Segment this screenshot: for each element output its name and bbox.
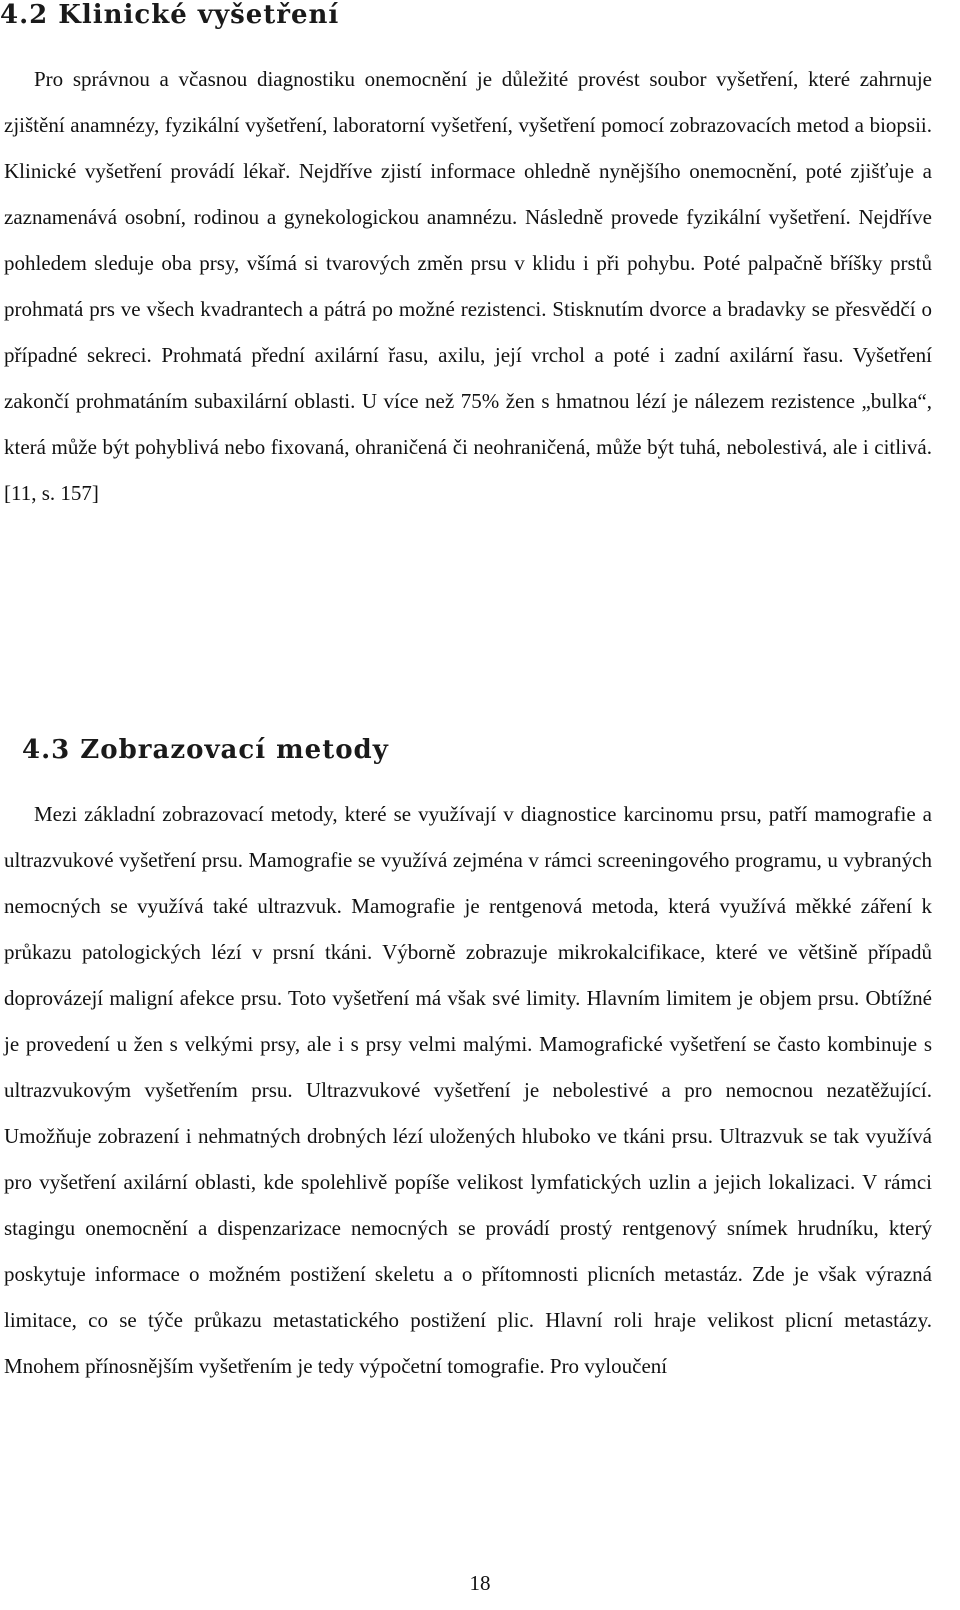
paragraph-clinical-examination: Pro správnou a včasnou diagnostiku onemocnění je důležité provést soubor vyšetření, které zahrnuje zjištění anamnézy, fyzikální vyšetření, laboratorní vyšetření, vyšetření pomocí zobrazovacích metod a biopsii. Klinické vyšetření provádí lékař. Nejdříve zjistí informace ohledně nynějšího onemocnění, poté zjišťuje a zaznamenává osobní, rodinou a gynekologickou anamnézu. Následně provede fyzikální vyšetření. Nejdříve pohledem sleduje oba prsy, všímá si tvarových změn prsu v klidu i při pohybu. Poté palpačně bříšky prstů prohmatá prs ve všech kvadrantech a pátrá po možné rezistenci. Stisknutím dvorce a bradavky se přesvědčí o případné sekreci. Prohmatá přední axilární řasu, axilu, její vrchol a poté i zadní axilární řasu. Vyšetření zakončí prohmatáním subaxilární oblasti. U více než 75% žen s hmatnou lézí je nálezem rezistence „bulka“, která může být pohyblivá nebo fixovaná, ohraničená či neohraničená, může být tuhá, nebolestivá, ale i citlivá. [11, s. 157] [4, 67, 932, 505]
page-number: 18 [469, 1571, 491, 1595]
section-heading-4-2: 4.2 Klinické vyšetření [0, 0, 340, 30]
paragraph-imaging-methods: Mezi základní zobrazovací metody, které se využívají v diagnostice karcinomu prsu, patří mamografie a ultrazvukové vyšetření prsu. Mamografie se využívá zejména v rámci screeningového programu, u vybraných nemocných se využívá také ultrazvuk. Mamografie je rentgenová metoda, která využívá měkké záření k průkazu patologických lézí v prsní tkáni. Výborně zobrazuje mikrokalcifikace, které ve většině případů doprovázejí maligní afekce prsu. Toto vyšetření má však své limity. Hlavním limitem je objem prsu. Obtížné je provedení u žen s velkými prsy, ale i s prsy velmi malými. Mamografické vyšetření se často kombinuje s ultrazvukovým vyšetřením prsu. Ultrazvukové vyšetření je nebolestivé a pro nemocnou nezatěžující. Umožňuje zobrazení i nehmatných drobných lézí uložených hluboko ve tkáni prsu. Ultrazvuk se tak využívá pro vyšetření axilární oblasti, kde spolehlivě popíše velikost lymfatických uzlin a jejich lokalizaci. V rámci stagingu onemocnění a dispenzarizace nemocných se provádí prostý rentgenový snímek hrudníku, který poskytuje informace o možném postižení skeletu a o přítomnosti plicních metastáz. Zde je však výrazná limitace, co se týče průkazu metastatického postižení plic. Hlavní roli hraje velikost plicní metastázy. Mnohem přínosnějším vyšetřením je tedy výpočetní tomografie. Pro vyloučení [4, 802, 932, 1378]
section-heading-4-3: 4.3 Zobrazovací metody [22, 735, 389, 765]
